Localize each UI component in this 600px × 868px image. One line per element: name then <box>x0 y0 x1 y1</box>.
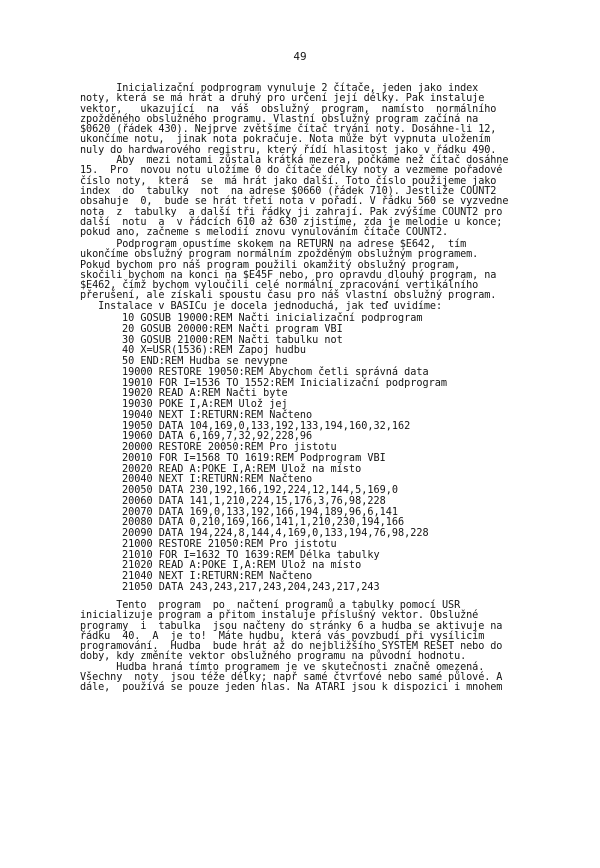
code-line: 20020 READ A:POKE I,A:REM Ulož na místo <box>122 463 362 475</box>
code-line: 20 GOSUB 20000:REM Načti program VBI <box>122 323 343 335</box>
code-line: 20040 NEXT I:RETURN:REM Načteno <box>122 474 313 486</box>
text-line: skočili bychom na konci na $E45F nebo, pro opravdu dlouhý program, na <box>80 269 497 281</box>
text-line: zpožděného obslužného programu. Vlastní obslužný program začíná na <box>80 113 479 125</box>
text-line: index do tabulky not na adrese $0660 (řádek 710). Jestliže COUNT2 <box>80 185 497 197</box>
text-line: přerušení, ale získali spoustu času pro náš vlastní obslužný program. <box>80 290 497 302</box>
code-line: 20070 DATA 169,0,133,192,166,194,189,96,6,141 <box>122 506 399 518</box>
code-line: 19010 FOR I=1536 TO 1552:REM Inicializační podprogram <box>122 377 448 389</box>
code-line: 21010 FOR I=1632 TO 1639:REM Délka tabulky <box>122 549 380 561</box>
paragraph-1 <box>80 84 566 238</box>
text-line: Podprogram opustíme skokem na RETURN na adrese $E642, tím <box>80 239 467 250</box>
text-line: $0620 (řádek 430). Nejprve zvětšíme čítač trvání noty. Dosáhne-li 12, <box>80 124 497 136</box>
text-line: Instalace v BASICu je docela jednoduchá, jak teď uvidíme: <box>80 300 443 312</box>
code-line: 20050 DATA 230,192,166,192,224,12,144,5,169,0 <box>122 485 399 496</box>
paragraph-2 <box>80 240 566 312</box>
code-line: 19030 POKE I,A:REM Ulož jej <box>122 399 288 410</box>
text-line: programování. Hudba bude hrát až do nejbližšího SYSTEM RESET nebo do <box>80 641 503 653</box>
code-line: 20000 RESTORE 20050:REM Pro jistotu <box>122 442 337 453</box>
text-line: Aby mezi notami zůstala krátká mezera, počkáme než čítač dosáhne <box>80 155 509 167</box>
paragraph-3 <box>80 601 566 694</box>
text-line: řádku 40. A je to! Máte hudbu, která vás povzbudí při vysílicím <box>80 630 485 642</box>
code-line: 19060 DATA 6,169,7,32,92,228,96 <box>122 431 313 443</box>
code-line: 40 X=USR(1536):REM Zapoj hudbu <box>122 345 307 357</box>
code-line: 50 END:REM Hudba se nevypne <box>122 356 288 367</box>
code-line: 20060 DATA 141,1,210,224,15,176,3,76,98,228 <box>122 495 386 507</box>
text-line: Pokud bychom pro náš program použili okamžitý obslužný program, <box>80 259 461 271</box>
text-line: noty, která se má hrát a druhý pro určení její délky. Pak instaluje <box>80 93 485 105</box>
code-line: 19040 NEXT I:RETURN:REM Načteno <box>122 409 313 421</box>
text-line: ukončíme obslužný program normálním zpožděným obslužným programem. <box>80 249 479 261</box>
text-line: nuly do hardwarového registru, který řídí hlasitost jako v řádku 490. <box>80 144 497 156</box>
page-number: 49 <box>293 50 307 63</box>
code-line: 21050 DATA 243,243,217,243,204,243,217,243 <box>122 581 380 593</box>
code-line: 20090 DATA 194,224,8,144,4,169,0,133,194,76,98,228 <box>122 528 429 539</box>
text-line: obsahuje 0, bude se hrát třetí nota v pořadí. V řádku 560 se vyzvedne <box>80 196 509 208</box>
code-line: 30 GOSUB 21000:REM Načti tabulku not <box>122 334 343 346</box>
text-line: Hudba hraná tímto programem je ve skutečnosti značně omezená. <box>80 661 485 673</box>
code-line: 20080 DATA 0,210,169,166,141,1,210,230,194,166 <box>122 517 405 529</box>
text-line: programy i tabulka jsou načteny do stránky 6 a hudba se aktivuje na <box>80 620 503 632</box>
code-line: 19050 DATA 104,169,0,133,192,133,194,160,32,162 <box>122 420 411 432</box>
text-line: ukončíme notu, jinak nota pokračuje. Nota může být vypnuta uložením <box>80 134 491 146</box>
code-line: 21020 READ A:POKE I,A:REM Ulož na místo <box>122 560 362 572</box>
text-line: Inicializační podprogram vynuluje 2 čítače, jeden jako index <box>80 83 479 94</box>
code-line: 19020 READ A:REM Načti byte <box>122 388 288 400</box>
text-line: $E462, čímž bychom vyloučili celé normální zpracování vertikálního <box>80 280 479 292</box>
code-line: 20010 FOR I=1568 TO 1619:REM Podprogram VBI <box>122 452 386 464</box>
code-line: 21000 RESTORE 21050:REM Pro jistotu <box>122 538 337 550</box>
text-line: inicializuje program a přitom instaluje příslušný vektor. Obslužné <box>80 610 479 622</box>
text-line: pokud ano, začneme s melodií znovu vynulováním čítače COUNT2. <box>80 227 449 239</box>
text-line: doby, kdy změníte vektor obslužného programu na původní hodnotu. <box>80 651 467 663</box>
text-line: další notu a v řádcích 610 až 630 zjistíme, zda je melodie u konce; <box>80 216 503 228</box>
text-line: 15. Pro novou notu uložíme 0 do čítače délky noty a vezmeme pořadové <box>80 165 503 177</box>
text-line: Tento program po načtení programů a tabulky pomocí USR <box>80 600 461 611</box>
code-line: 10 GOSUB 19000:REM Načti inicializační podprogram <box>122 313 423 324</box>
text-line: nota z tabulky a další tři řádky ji zahrají. Pak zvýšíme COUNT2 pro <box>80 206 503 218</box>
basic-listing <box>122 314 562 594</box>
text-line: číslo noty, která se má hrát jako další. Toto číslo použijeme jako <box>80 175 497 187</box>
text-line: Všechny noty jsou téže délky; např samé čtvrťové nebo samé půlové. A <box>80 672 503 684</box>
text-line: dále, používá se pouze jeden hlas. Na ATARI jsou k dispozici i mnohem <box>80 682 503 694</box>
code-line: 21040 NEXT I:RETURN:REM Načteno <box>122 571 313 582</box>
text-line: vektor, ukazující na váš obslužný program, namísto normálního <box>80 103 497 115</box>
code-line: 19000 RESTORE 19050:REM Abychom četli správná data <box>122 366 429 378</box>
